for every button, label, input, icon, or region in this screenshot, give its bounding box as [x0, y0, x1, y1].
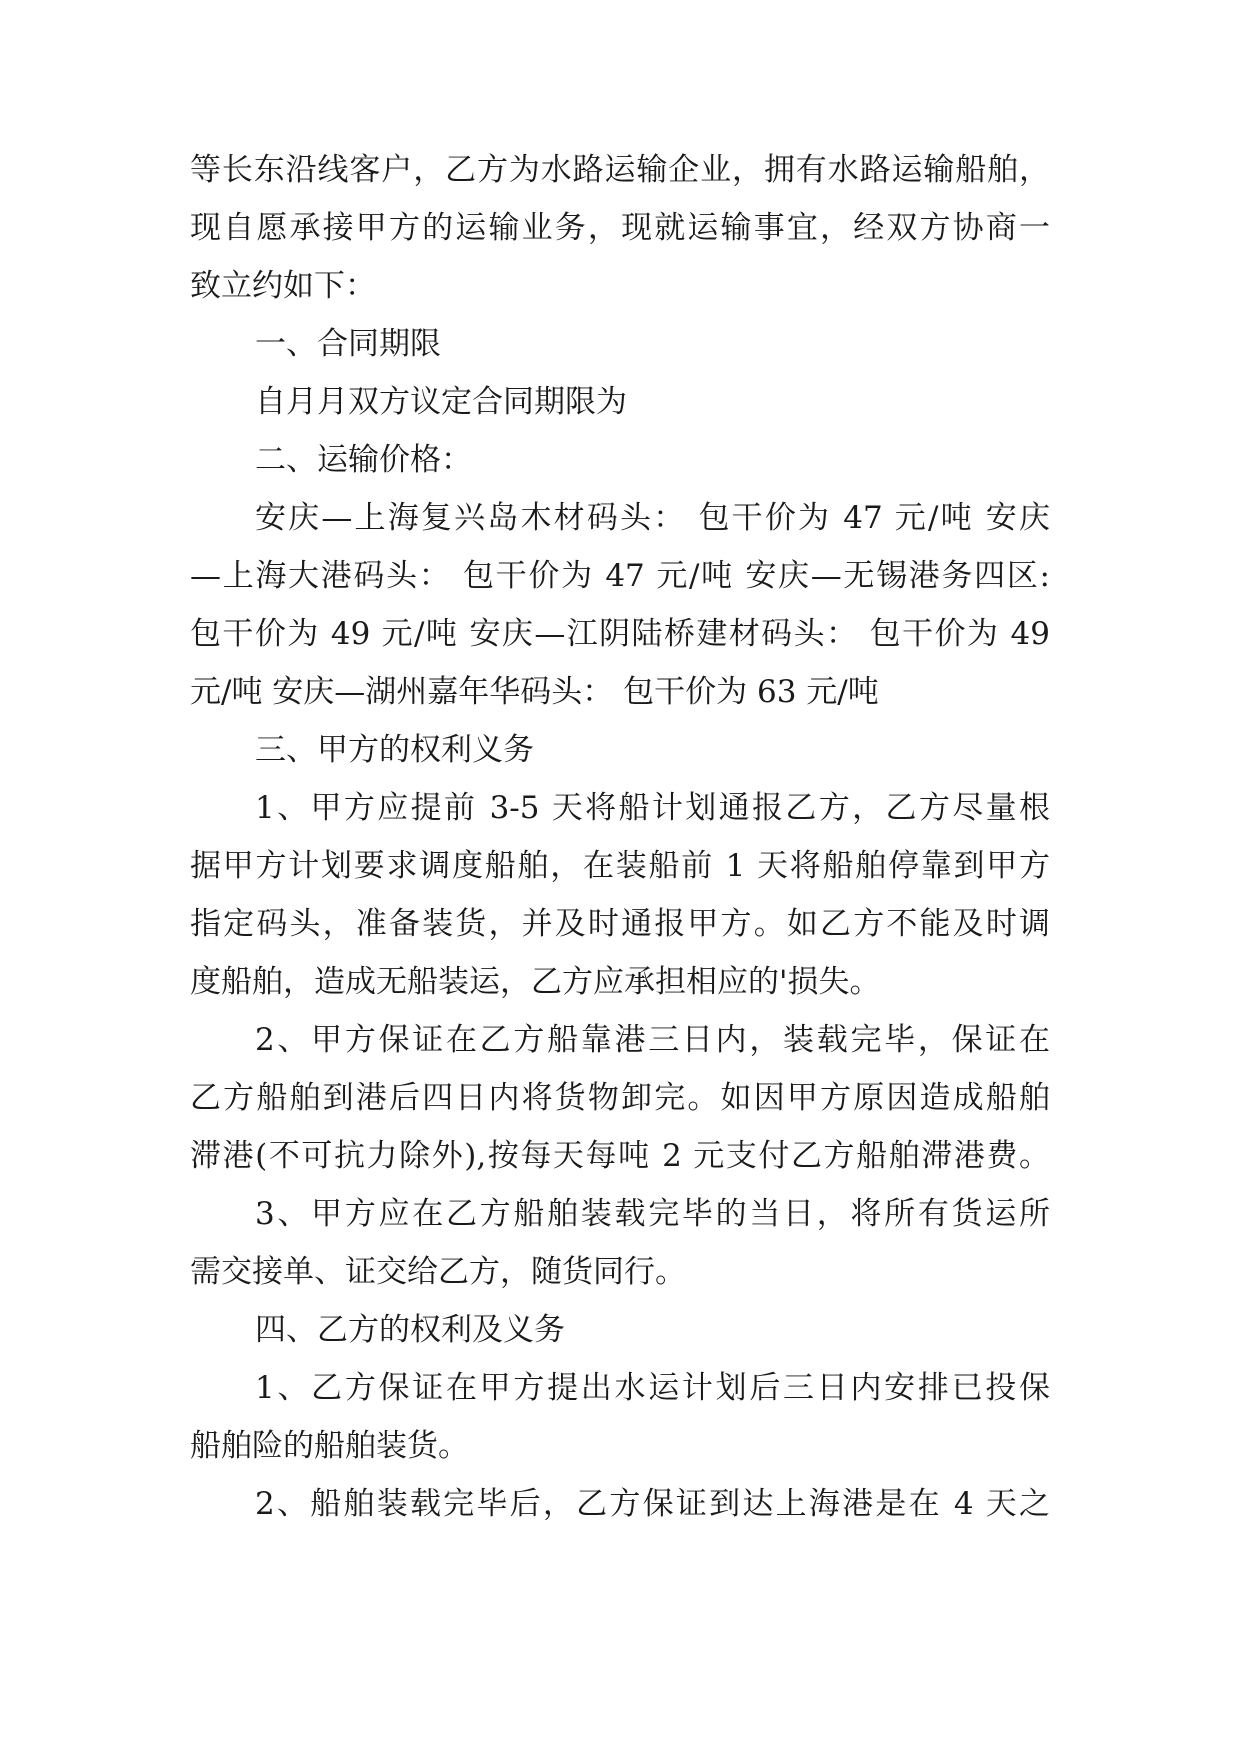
body-text-line: 等长东沿线客户，乙方为水路运输企业，拥有水路运输船舶， — [190, 152, 1050, 188]
section-heading: 四、乙方的权利及义务 — [255, 1312, 565, 1348]
body-text-line: 元/吨 安庆—湖州嘉年华码头： 包干价为 63 元/吨 — [190, 674, 879, 710]
body-text-line: 3、甲方应在乙方船舶装载完毕的当日，将所有货运所 — [255, 1196, 1050, 1232]
body-text-line: 滞港(不可抗力除外),按每天每吨 2 元支付乙方船舶滞港费。 — [190, 1138, 1050, 1174]
body-text-line: 1、甲方应提前 3-5 天将船计划通报乙方，乙方尽量根 — [255, 790, 1050, 826]
body-text-line: 致立约如下： — [190, 268, 376, 304]
body-text-line: 指定码头，准备装货，并及时通报甲方。如乙方不能及时调 — [190, 906, 1050, 942]
section-heading: 三、甲方的权利义务 — [255, 732, 534, 768]
body-text-line: 据甲方计划要求调度船舶，在装船前 1 天将船舶停靠到甲方 — [190, 848, 1050, 884]
body-text-line: 需交接单、证交给乙方，随货同行。 — [190, 1254, 686, 1290]
body-text-line: 乙方船舶到港后四日内将货物卸完。如因甲方原因造成船舶 — [190, 1080, 1050, 1116]
body-text-line: 自月月双方议定合同期限为 — [255, 384, 627, 420]
body-text-line: 船舶险的船舶装货。 — [190, 1428, 469, 1464]
body-text-line: 包干价为 49 元/吨 安庆—江阴陆桥建材码头： 包干价为 49 — [190, 616, 1050, 652]
body-text-line: —上海大港码头： 包干价为 47 元/吨 安庆—无锡港务四区: — [190, 558, 1050, 594]
body-text-line: 度船舶，造成无船装运，乙方应承担相应的'损失。 — [190, 964, 881, 1000]
body-text-line: 2、甲方保证在乙方船靠港三日内，装载完毕，保证在 — [255, 1022, 1050, 1058]
body-text-line: 安庆—上海复兴岛木材码头： 包干价为 47 元/吨 安庆 — [255, 500, 1050, 536]
section-heading: 二、运输价格： — [255, 442, 472, 478]
body-text-line: 1、乙方保证在甲方提出水运计划后三日内安排已投保 — [255, 1370, 1050, 1406]
section-heading: 一、合同期限 — [255, 326, 441, 362]
body-text-line: 2、船舶装载完毕后，乙方保证到达上海港是在 4 天之 — [255, 1486, 1050, 1522]
body-text-line: 现自愿承接甲方的运输业务，现就运输事宜，经双方协商一 — [190, 210, 1050, 246]
